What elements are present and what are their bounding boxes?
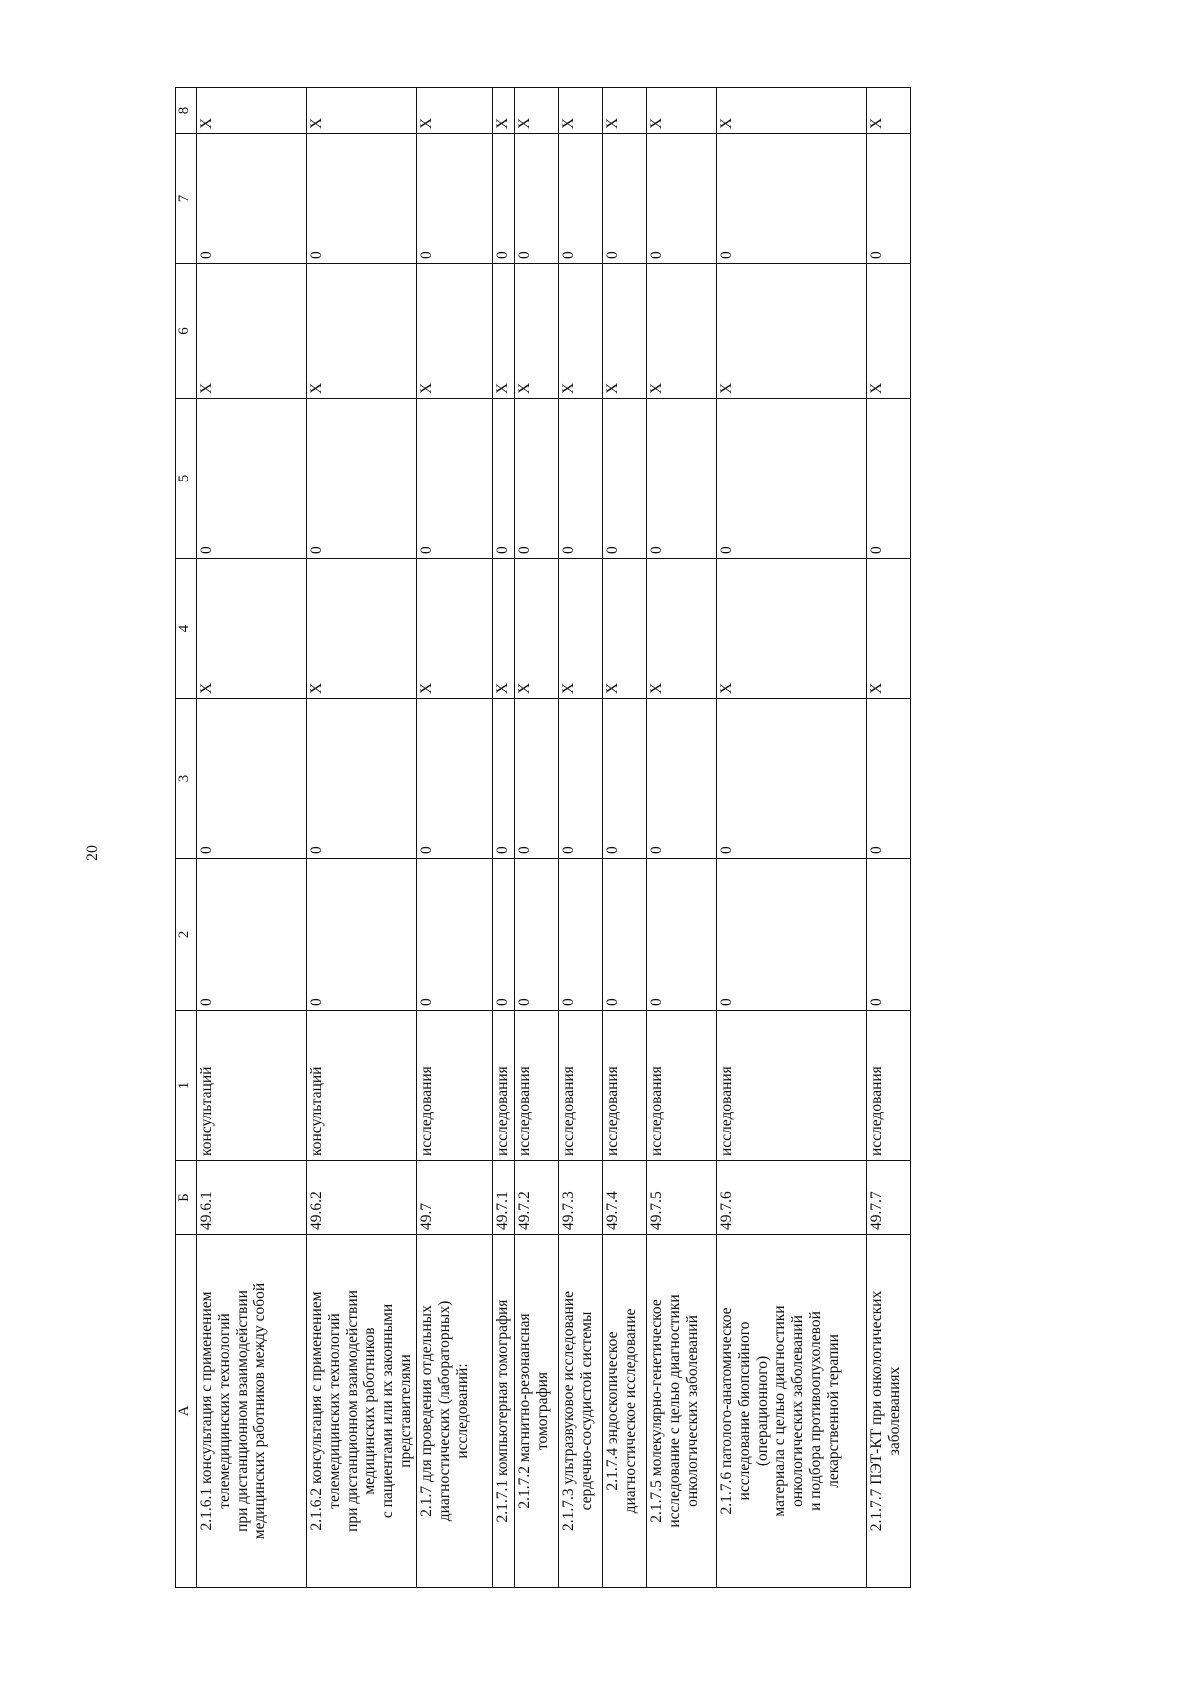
cell-unit: исследования <box>493 1011 515 1161</box>
cell-col-8: Х <box>417 88 493 134</box>
cell-code: 49.7.6 <box>717 1161 867 1235</box>
table-row <box>197 88 307 1588</box>
cell-col-6: Х <box>559 264 603 399</box>
cell-name-line: телемедицинских технологий <box>215 1313 233 1509</box>
cell-name-line: медицинских работников между собой <box>251 1282 269 1540</box>
cell-unit: исследования <box>717 1011 867 1161</box>
cell-code: 49.6.1 <box>197 1161 307 1235</box>
table-row <box>307 88 417 1588</box>
cell-col-7: 0 <box>647 134 717 264</box>
cell-col-7: 0 <box>717 134 867 264</box>
cell-name-line: исследование биопсийного <box>735 1321 753 1501</box>
cell-col-5: 0 <box>603 399 647 559</box>
cell-col-5: 0 <box>867 399 911 559</box>
cell-col-3: 0 <box>559 699 603 859</box>
cell-name-line: онкологических заболеваний <box>683 1315 701 1507</box>
column-header: Б <box>176 1161 197 1235</box>
cell-name-line: 2.1.7.3 ультразвуковое исследование <box>560 1291 577 1532</box>
cell-col-8: Х <box>493 88 515 134</box>
cell-name <box>603 1235 647 1588</box>
cell-col-8: Х <box>307 88 417 134</box>
cell-col-3: 0 <box>717 699 867 859</box>
cell-col-6: Х <box>197 264 307 399</box>
table-row <box>515 88 559 1588</box>
cell-col-7: 0 <box>603 134 647 264</box>
cell-col-6: Х <box>515 264 559 399</box>
cell-col-5: 0 <box>717 399 867 559</box>
cell-name-line: томография <box>533 1371 551 1451</box>
cell-col-4: Х <box>603 559 647 699</box>
column-header: А <box>176 1235 197 1588</box>
cell-col-5: 0 <box>307 399 417 559</box>
table-row <box>417 88 493 1588</box>
cell-col-4: Х <box>717 559 867 699</box>
cell-name-line: материала с целью диагностики <box>771 1305 789 1517</box>
cell-name-line: 2.1.7.2 магнитно-резонансная <box>516 1313 533 1509</box>
cell-col-3: 0 <box>603 699 647 859</box>
cell-col-4: Х <box>515 559 559 699</box>
table-row <box>603 88 647 1588</box>
page-number: 20 <box>84 845 101 861</box>
cell-col-3: 0 <box>515 699 559 859</box>
cell-col-5: 0 <box>559 399 603 559</box>
cell-unit: исследования <box>417 1011 493 1161</box>
cell-unit: исследования <box>867 1011 911 1161</box>
cell-name-line: заболеваниях <box>885 1366 903 1456</box>
cell-name-line: 2.1.7.4 эндоскопическое <box>604 1331 621 1491</box>
cell-col-5: 0 <box>493 399 515 559</box>
cell-name-line: сердечно-сосудистой системы <box>577 1311 595 1511</box>
column-header: 4 <box>176 559 197 699</box>
table-row <box>559 88 603 1588</box>
cell-code: 49.7 <box>417 1161 493 1235</box>
cell-col-2: 0 <box>867 859 911 1011</box>
cell-name <box>867 1235 911 1588</box>
cell-name-line: медицинских работников <box>361 1327 379 1495</box>
cell-col-8: Х <box>647 88 717 134</box>
column-header: 1 <box>176 1011 197 1161</box>
cell-name-line: 2.1.7 для проведения отдельных <box>418 1305 435 1517</box>
cell-col-8: Х <box>559 88 603 134</box>
table-row <box>867 88 911 1588</box>
cell-name-line: представителями <box>397 1354 415 1468</box>
cell-col-7: 0 <box>867 134 911 264</box>
cell-col-6: Х <box>603 264 647 399</box>
cell-col-8: Х <box>515 88 559 134</box>
cell-code: 49.7.1 <box>493 1161 515 1235</box>
cell-col-2: 0 <box>493 859 515 1011</box>
table-row <box>647 88 717 1588</box>
cell-unit: исследования <box>559 1011 603 1161</box>
table-row <box>717 88 867 1588</box>
cell-col-2: 0 <box>647 859 717 1011</box>
cell-name-line: лекарственной терапии <box>824 1334 842 1488</box>
cell-unit: исследования <box>603 1011 647 1161</box>
cell-name-line: 2.1.7.1 компьютерная томография <box>494 1299 511 1523</box>
column-header: 7 <box>176 134 197 264</box>
cell-name <box>559 1235 603 1588</box>
cell-col-2: 0 <box>559 859 603 1011</box>
cell-col-4: Х <box>867 559 911 699</box>
cell-col-6: Х <box>647 264 717 399</box>
column-header: 2 <box>176 859 197 1011</box>
cell-col-5: 0 <box>647 399 717 559</box>
cell-name-line: онкологических заболеваний <box>789 1315 807 1507</box>
cell-unit: консультаций <box>197 1011 307 1161</box>
cell-col-2: 0 <box>717 859 867 1011</box>
cell-col-6: Х <box>307 264 417 399</box>
header-row <box>176 88 197 1588</box>
cell-name <box>647 1235 717 1588</box>
cell-col-7: 0 <box>515 134 559 264</box>
cell-unit: исследования <box>515 1011 559 1161</box>
cell-col-3: 0 <box>493 699 515 859</box>
cell-code: 49.7.5 <box>647 1161 717 1235</box>
cell-col-6: Х <box>717 264 867 399</box>
cell-col-2: 0 <box>417 859 493 1011</box>
cell-name-line: при дистанционном взаимодействии <box>343 1290 361 1532</box>
cell-name-line: 2.1.6.1 консультация с применением <box>198 1291 215 1531</box>
cell-col-2: 0 <box>307 859 417 1011</box>
cell-col-4: Х <box>197 559 307 699</box>
data-table <box>175 87 911 1588</box>
cell-col-2: 0 <box>515 859 559 1011</box>
cell-unit: исследования <box>647 1011 717 1161</box>
cell-col-6: Х <box>493 264 515 399</box>
cell-name <box>417 1235 493 1588</box>
cell-name-line: исследований: <box>453 1363 471 1459</box>
column-header: 6 <box>176 264 197 399</box>
cell-name <box>493 1235 515 1588</box>
cell-col-5: 0 <box>197 399 307 559</box>
cell-name-line: диагностических (лабораторных) <box>435 1300 453 1522</box>
cell-col-7: 0 <box>559 134 603 264</box>
cell-code: 49.7.7 <box>867 1161 911 1235</box>
cell-name-line: исследование с целью диагностики <box>665 1294 683 1528</box>
cell-code: 49.7.4 <box>603 1161 647 1235</box>
cell-name-line: диагностическое исследование <box>621 1308 639 1514</box>
column-header: 8 <box>176 88 197 134</box>
cell-col-8: Х <box>717 88 867 134</box>
cell-code: 49.7.3 <box>559 1161 603 1235</box>
cell-col-6: Х <box>417 264 493 399</box>
cell-col-7: 0 <box>197 134 307 264</box>
column-header: 3 <box>176 699 197 859</box>
cell-name <box>197 1235 307 1588</box>
rotated-table-container <box>175 88 1030 1588</box>
cell-col-4: Х <box>493 559 515 699</box>
table-row <box>493 88 515 1588</box>
cell-name-line: 2.1.6.2 консультация с применением <box>308 1291 325 1531</box>
cell-col-8: Х <box>603 88 647 134</box>
cell-code: 49.6.2 <box>307 1161 417 1235</box>
cell-col-4: Х <box>307 559 417 699</box>
cell-col-4: Х <box>647 559 717 699</box>
cell-code: 49.7.2 <box>515 1161 559 1235</box>
cell-col-2: 0 <box>197 859 307 1011</box>
cell-col-4: Х <box>559 559 603 699</box>
cell-col-2: 0 <box>603 859 647 1011</box>
cell-unit: консультаций <box>307 1011 417 1161</box>
cell-col-7: 0 <box>417 134 493 264</box>
cell-col-3: 0 <box>197 699 307 859</box>
table-body <box>197 88 911 1588</box>
cell-col-8: Х <box>197 88 307 134</box>
cell-name-line: 2.1.7.5 молекулярно-генетическое <box>648 1299 665 1523</box>
cell-col-5: 0 <box>515 399 559 559</box>
cell-name <box>307 1235 417 1588</box>
cell-col-6: Х <box>867 264 911 399</box>
cell-col-3: 0 <box>417 699 493 859</box>
cell-name-line: телемедицинских технологий <box>325 1313 343 1509</box>
cell-col-7: 0 <box>307 134 417 264</box>
cell-col-3: 0 <box>867 699 911 859</box>
cell-col-4: Х <box>417 559 493 699</box>
cell-col-5: 0 <box>417 399 493 559</box>
cell-name-line: и подбора противоопухолевой <box>807 1311 825 1511</box>
cell-name-line: 2.1.7.7 ПЭТ-КТ при онкологических <box>868 1290 885 1532</box>
cell-name-line: с пациентами или их законными <box>379 1303 397 1519</box>
cell-name <box>717 1235 867 1588</box>
cell-col-3: 0 <box>647 699 717 859</box>
cell-col-8: Х <box>867 88 911 134</box>
cell-name-line: при дистанционном взаимодействии <box>233 1290 251 1532</box>
cell-name-line: 2.1.7.6 патолого-анатомическое <box>718 1307 735 1515</box>
cell-name <box>515 1235 559 1588</box>
cell-col-3: 0 <box>307 699 417 859</box>
cell-name-line: (операционного) <box>753 1355 771 1467</box>
column-header: 5 <box>176 399 197 559</box>
cell-col-7: 0 <box>493 134 515 264</box>
